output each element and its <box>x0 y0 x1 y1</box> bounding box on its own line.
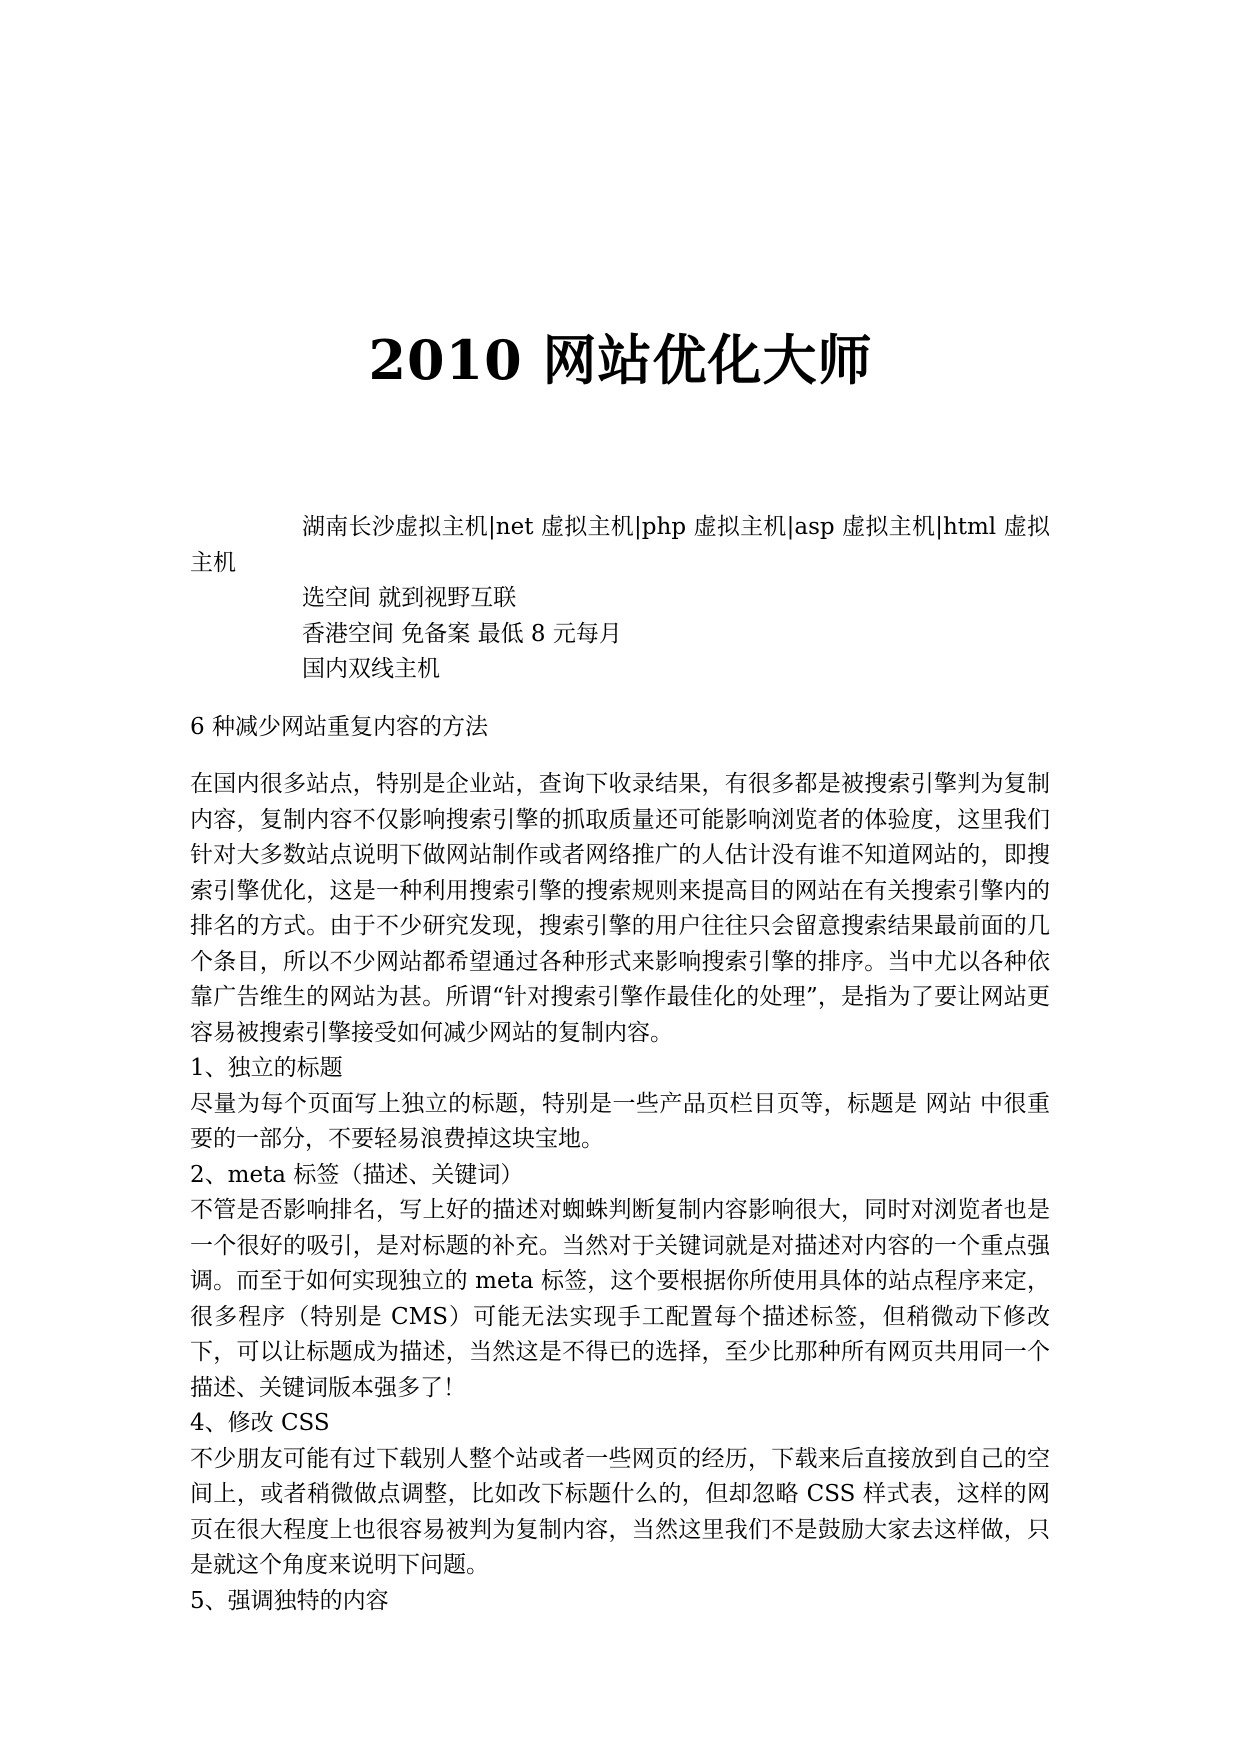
section-heading: 5、强调独特的内容 <box>190 1587 389 1614</box>
article-heading: 6 种减少网站重复内容的方法 <box>190 713 488 740</box>
document-body <box>190 510 1050 1619</box>
section-heading: 1、独立的标题 <box>190 1055 343 1081</box>
section-text: 尽量为每个页面写上独立的标题，特别是一些产品页栏目页等，标题是 网站 中很重要的一部分，不要轻易浪费掉这块宝地。 <box>190 1090 1050 1152</box>
ad-line-space: 选空间 就到视野互联 <box>302 585 517 611</box>
ad-line-dual: 国内双线主机 <box>302 656 440 682</box>
ad-line-hosting: 湖南长沙虚拟主机|net 虚拟主机|php 虚拟主机|asp 虚拟主机|html 虚拟主机 <box>190 514 1050 576</box>
section-text: 不管是否影响排名，写上好的描述对蜘蛛判断复制内容影响很大，同时对浏览者也是一个很好的吸引，是对标题的补充。当然对于关键词就是对描述对内容的一个重点强调。而至于如何实现独立的 meta 标签，这个要根据你所使用具体的站点程序来定，很多程序（特别是 CMS）可能无法实现手工配置每个描述标签，但稍微动下修改下，可以让标题成为描述，当然这是不得已的选择，至少比那种所有网页共用同一个描述、关键词版本强多了！ <box>190 1197 1050 1401</box>
section-heading: 2、meta 标签（描述、关键词） <box>190 1161 524 1188</box>
section-heading: 4、修改 CSS <box>190 1410 330 1436</box>
article-intro: 在国内很多站点，特别是企业站，查询下收录结果，有很多都是被搜索引擎判为复制内容，复制内容不仅影响搜索引擎的抓取质量还可能影响浏览者的体验度，这里我们针对大多数站点说明下做网站制作或者网络推广的人估计没有谁不知道网站的，即搜索引擎优化，这是一种利用搜索引擎的搜索规则来提高目的网站在有关搜索引擎内的排名的方式。由于不少研究发现，搜索引擎的用户往往只会留意搜索结果最前面的几个条目，所以不少网站都希望通过各种形式来影响搜索引擎的排序。当中尤以各种依靠广告维生的网站为甚。所谓“针对搜索引擎作最佳化的处理”，是指为了要让网站更容易被搜索引擎接受如何减少网站的复制内容。 <box>190 771 1050 1046</box>
document-title: 2010 网站优化大师 <box>368 328 873 392</box>
section-text: 不少朋友可能有过下载别人整个站或者一些网页的经历，下载来后直接放到自己的空间上，或者稍微做点调整，比如改下标题什么的，但却忽略 CSS 样式表，这样的网页在很大程度上也很容易被判为复制内容，当然这里我们不是鼓励大家去这样做，只是就这个角度来说明下问题。 <box>190 1445 1050 1578</box>
ad-line-hongkong: 香港空间 免备案 最低 8 元每月 <box>302 620 622 647</box>
